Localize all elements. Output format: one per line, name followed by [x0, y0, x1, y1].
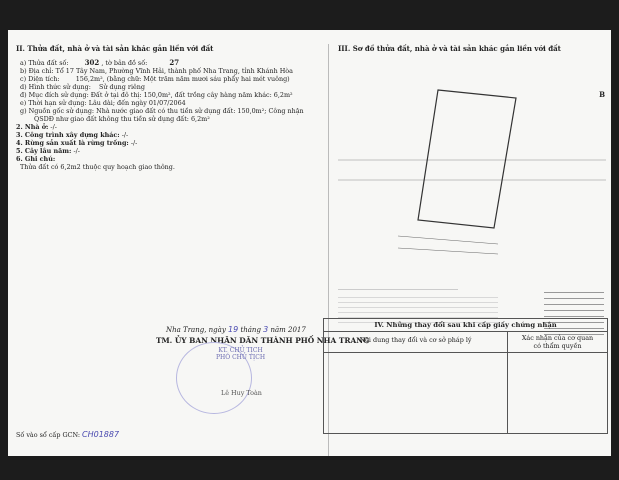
area-row: c) Diện tích: 156,2m², (bằng chữ: Một trăm năm mươi sáu phẩy hai mét vuông) [20, 75, 290, 83]
origin-row-2: QSDĐ như giao đất không thu tiền sử dụng đất: 6,2m² [34, 115, 210, 123]
north-arrow-label: B [599, 90, 605, 99]
certificate-number: CH01887 [82, 430, 120, 439]
changes-col-content: Nội dung thay đổi và cơ sở pháp lý [324, 332, 508, 352]
issuing-authority: TM. ỦY BAN NHÂN DÂN THÀNH PHỐ NHA TRANG [156, 336, 370, 345]
parcel-number: 302 [84, 58, 100, 67]
signer-name: Lê Huy Toàn [221, 389, 262, 397]
top-dark-band [0, 0, 619, 30]
forest-row: 4. Rừng sản xuất là rừng trồng: -/- [16, 139, 138, 147]
signer-title: KT. CHỦ TỊCH PHÓ CHỦ TỊCH [216, 347, 266, 361]
usage-term-row: e) Thời hạn sử dụng: Lâu dài; đến ngày 01/07/2064 [20, 99, 186, 107]
section-3-plot-diagram [338, 44, 608, 59]
area-value: 156,2m², (bằng chữ: Một trăm năm mươi sáu phẩy hai mét vuông) [75, 75, 290, 83]
changes-col-confirm: Xác nhận của cơ quan có thẩm quyền [521, 334, 594, 350]
usage-purpose-row: đ) Mục đích sử dụng: Đất ở tại đô thị: 150,0m², đất trồng cây hàng năm khác: 6,2m² [20, 91, 293, 99]
changes-header-row [324, 332, 607, 353]
certificate-page [8, 30, 611, 456]
usage-form-row: d) Hình thức sử dụng: Sử dụng riêng [20, 83, 146, 91]
parcel-plan-drawing [338, 68, 608, 288]
changes-table [323, 318, 608, 434]
frontage-line [398, 236, 498, 244]
parcel-outline [418, 90, 516, 228]
notes-label: 6. Ghi chú: [16, 155, 56, 163]
perennial-row: 5. Cây lâu năm: -/- [16, 147, 80, 155]
bottom-dark-band [0, 456, 619, 480]
changes-title: IV. Những thay đổi sau khi cấp giấy chứng nhận [324, 319, 607, 332]
setback-line [398, 248, 498, 254]
house-row: 2. Nhà ở: -/- [16, 123, 57, 131]
origin-row-1: g) Nguồn gốc sử dụng: Nhà nước giao đất có thu tiền sử dụng đất: 150,0m²; Công nhận [20, 107, 304, 115]
parcel-number-row: a) Thửa đất số: 302 , tờ bản đồ số: 27 [20, 58, 180, 67]
address-row: b) Địa chỉ: Tổ 17 Tây Nam, Phường Vĩnh Hải, thành phố Nha Trang, tỉnh Khánh Hòa [20, 67, 293, 75]
section-2-header: II. Thửa đất, nhà ở và tài sản khác gắn liền với đất [16, 44, 214, 53]
section-2-land-info [16, 44, 321, 171]
map-sheet-number: 27 [169, 58, 180, 67]
issue-date: Nha Trang, ngày 19 tháng 3 năm 2017 [166, 325, 306, 334]
construction-row: 3. Công trình xây dựng khác: -/- [16, 131, 129, 139]
notes-text: Thửa đất có 6,2m2 thuộc quy hoạch giao thông. [20, 163, 175, 171]
changes-body [324, 353, 607, 433]
section-3-header: III. Sơ đồ thửa đất, nhà ở và tài sản khác gắn liền với đất [338, 44, 561, 53]
certificate-registration: Số vào sổ cấp GCN: CH01887 [16, 430, 120, 439]
